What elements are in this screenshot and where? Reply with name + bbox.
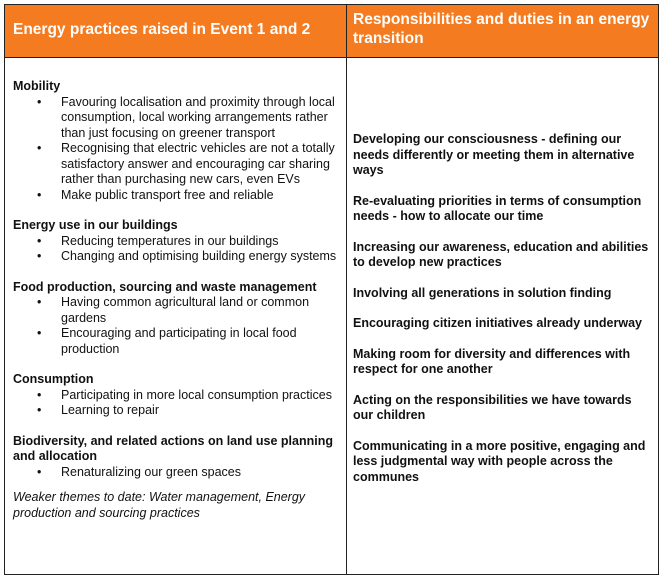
section-consumption <box>13 372 343 419</box>
header-energy-practices: Energy practices raised in Event 1 and 2 <box>5 5 346 57</box>
responsibilities-column <box>353 132 653 500</box>
section-title: Energy use in our buildings <box>13 218 178 232</box>
list-item: • Changing and optimising building energy systems <box>13 249 343 265</box>
list-item: • Encouraging and participating in local food production <box>13 326 343 357</box>
section-biodiversity <box>13 434 343 481</box>
responsibility-item: Involving all generations in solution finding <box>353 285 612 300</box>
header-responsibilities: Responsibilities and duties in an energy transition <box>347 5 658 57</box>
section-mobility <box>13 79 343 203</box>
responsibility-item: Encouraging citizen initiatives already underway <box>353 316 642 330</box>
list-item: • Favouring localisation and proximity through local consumption, local working arrangements rather than just focusing on greener transport <box>13 95 343 142</box>
list-item: • Reducing temperatures in our buildings <box>13 234 343 250</box>
section-food <box>13 280 343 358</box>
section-title: Food production, sourcing and waste management <box>13 279 317 294</box>
list-item: • Learning to repair <box>13 403 343 419</box>
list-item: • Make public transport free and reliable <box>13 188 343 204</box>
section-title: Mobility <box>13 79 61 93</box>
practices-table <box>4 4 659 575</box>
responsibility-item: Communicating in a more positive, engaging and less judgmental way with people across the communes <box>353 438 646 484</box>
header-divider <box>5 57 658 58</box>
bullet-list <box>13 388 343 419</box>
responsibility-item: Developing our consciousness - defining our needs differently or meeting them in alternative ways <box>353 132 635 177</box>
responsibility-item: Re-evaluating priorities in terms of consumption needs - how to allocate our time <box>353 193 642 223</box>
list-item: • Having common agricultural land or common gardens <box>13 295 343 326</box>
responsibility-item: Acting on the responsibilities we have towards our children <box>353 392 632 422</box>
section-buildings <box>13 218 343 265</box>
weaker-themes-note: Weaker themes to date: Water management, Energy production and sourcing practices <box>13 490 306 520</box>
column-divider <box>346 5 347 574</box>
section-title: Biodiversity, and related actions on land use planning and allocation <box>13 433 333 463</box>
bullet-list <box>13 234 343 265</box>
responsibility-item: Making room for diversity and differences with respect for one another <box>353 346 631 376</box>
energy-practices-column <box>13 79 343 521</box>
responsibility-item: Increasing our awareness, education and abilities to develop new practices <box>353 239 649 269</box>
list-item: • Recognising that electric vehicles are not a totally satisfactory answer and encouraging car sharing rather than purchasing new cars, even EVs <box>13 141 343 188</box>
section-title: Consumption <box>13 372 94 386</box>
bullet-list <box>13 95 343 204</box>
bullet-list <box>13 465 343 481</box>
bullet-list <box>13 295 343 357</box>
list-item: • Participating in more local consumption practices <box>13 388 343 404</box>
list-item: • Renaturalizing our green spaces <box>13 465 343 481</box>
